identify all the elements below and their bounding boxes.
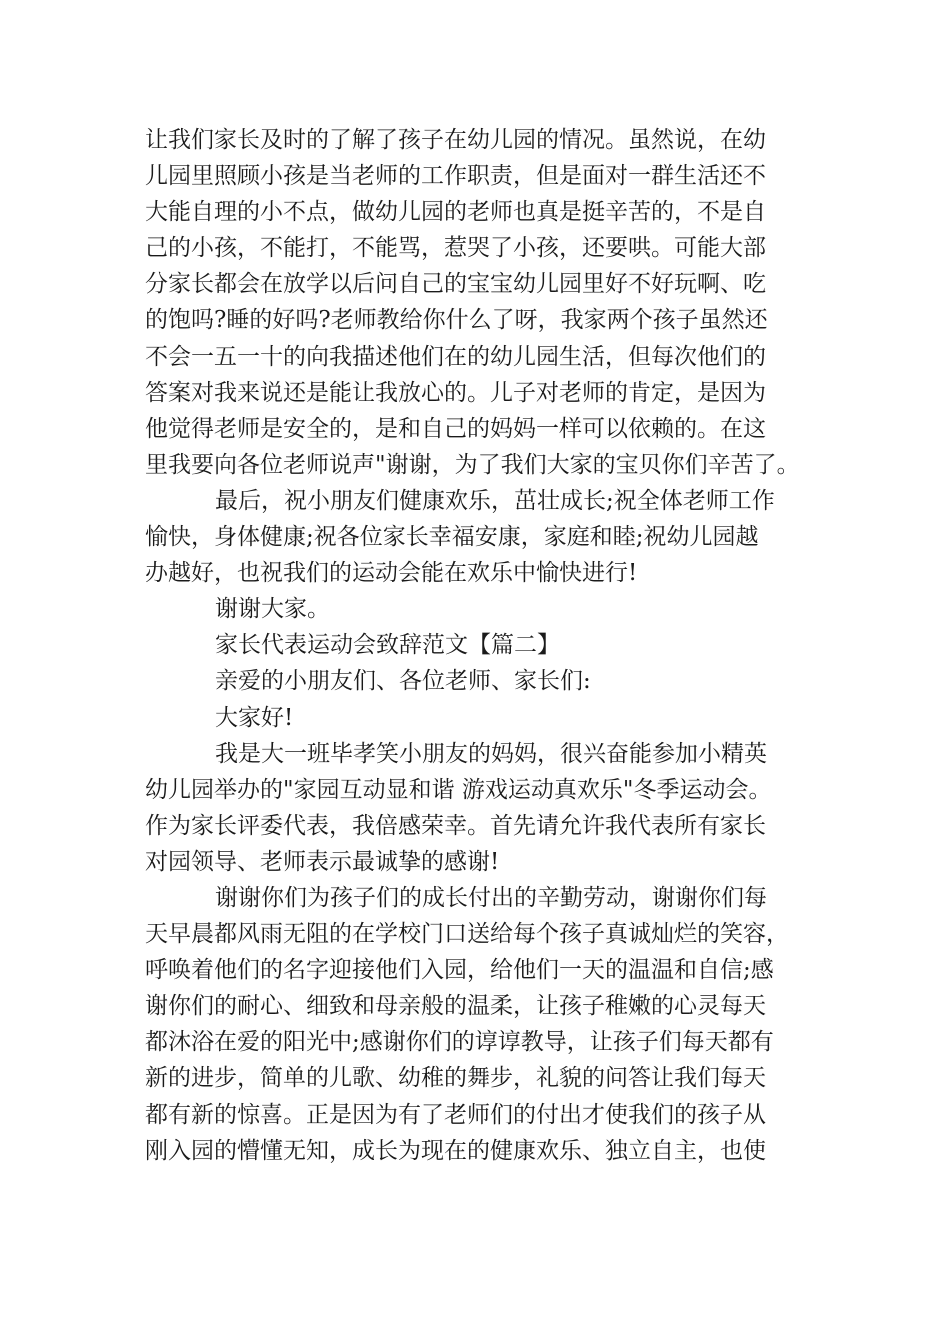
document-body — [145, 122, 825, 1169]
salutation-line: 亲爱的小朋友们、各位老师、家长们: — [215, 668, 591, 695]
section-heading: 家长代表运动会致辞范文【篇二】 — [215, 632, 560, 659]
text-line: 分家长都会在放学以后问自己的宝宝幼儿园里好不好玩啊、吃 — [145, 271, 766, 298]
text-line: 新的进步，简单的儿歌、幼稚的舞步，礼貌的问答让我们每天 — [145, 1065, 766, 1092]
text-line: 作为家长评委代表，我倍感荣幸。首先请允许我代表所有家长 — [145, 812, 766, 839]
text-line: 都有新的惊喜。正是因为有了老师们的付出才使我们的孩子从 — [145, 1101, 766, 1128]
text-line: 刚入园的懵懂无知，成长为现在的健康欢乐、独立自主，也使 — [145, 1137, 766, 1164]
text-line: 呼唤着他们的名字迎接他们入园，给他们一天的温温和自信;感 — [145, 957, 774, 984]
paragraph-start-line: 谢谢大家。 — [215, 596, 330, 623]
text-line: 愉快，身体健康;祝各位家长幸福安康，家庭和睦;祝幼儿园越 — [145, 524, 759, 551]
text-line: 不会一五一十的向我描述他们在的幼儿园生活，但每次他们的 — [145, 343, 766, 370]
text-line: 他觉得老师是安全的，是和自己的妈妈一样可以依赖的。在这 — [145, 415, 766, 442]
paragraph-start-line: 谢谢你们为孩子们的成长付出的辛勤劳动，谢谢你们每 — [215, 884, 767, 911]
paragraph-start-line: 最后，祝小朋友们健康欢乐，茁壮成长;祝全体老师工作 — [215, 487, 775, 514]
text-line: 让我们家长及时的了解了孩子在幼儿园的情况。虽然说，在幼 — [145, 127, 766, 153]
text-line: 对园领导、老师表示最诚挚的感谢! — [145, 848, 500, 875]
text-line: 大能自理的小不点，做幼儿园的老师也真是挺辛苦的，不是自 — [145, 199, 766, 226]
text-line: 的饱吗?睡的好吗?老师教给你什么了呀，我家两个孩子虽然还 — [145, 307, 768, 334]
text-line: 谢你们的耐心、细致和母亲般的温柔，让孩子稚嫩的心灵每天 — [145, 993, 766, 1020]
text-line: 儿园里照顾小孩是当老师的工作职责，但是面对一群生活还不 — [145, 163, 766, 190]
paragraph-start-line: 我是大一班毕孝笑小朋友的妈妈，很兴奋能参加小精英 — [215, 740, 767, 767]
text-line: 天早晨都风雨无阻的在学校门口送给每个孩子真诚灿烂的笑容， — [145, 921, 789, 948]
text-line: 答案对我来说还是能让我放心的。儿子对老师的肯定，是因为 — [145, 379, 766, 406]
text-line: 都沐浴在爱的阳光中;感谢你们的谆谆教导，让孩子们每天都有 — [145, 1029, 774, 1056]
text-line: 里我要向各位老师说声"谢谢，为了我们大家的宝贝你们辛苦了。 — [145, 451, 800, 478]
text-line: 幼儿园举办的"家园互动显和谐 游戏运动真欢乐"冬季运动会。 — [145, 776, 772, 803]
text-line: 己的小孩，不能打，不能骂，惹哭了小孩，还要哄。可能大部 — [145, 235, 766, 262]
greeting-line: 大家好! — [215, 704, 294, 731]
text-line: 办越好，也祝我们的运动会能在欢乐中愉快进行! — [145, 560, 638, 587]
